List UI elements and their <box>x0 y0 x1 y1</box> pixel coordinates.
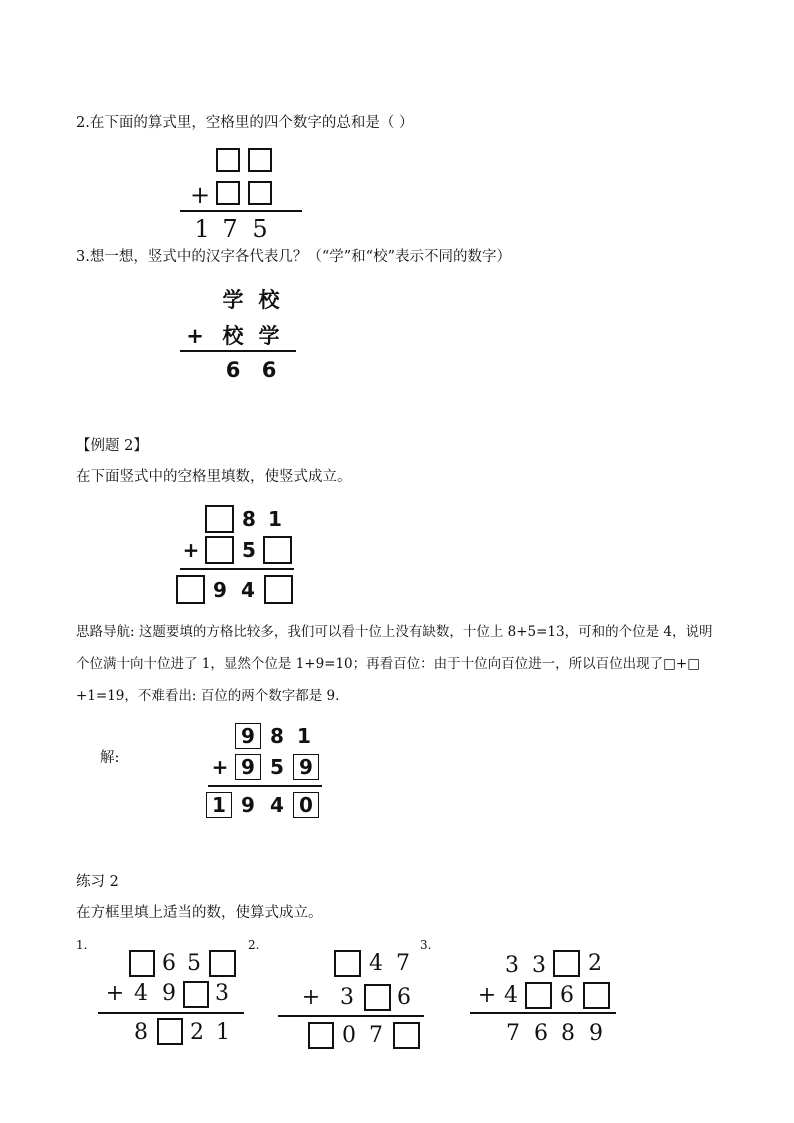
example-2-instruction: 在下面竖式中的空格里填数，使竖式成立。 <box>76 469 352 485</box>
char-xue: 学 <box>222 288 244 312</box>
digit: 1 <box>268 507 282 531</box>
blank-box <box>209 950 236 977</box>
digit: 8 <box>561 1021 575 1046</box>
sum-line <box>278 1015 424 1017</box>
digit: 4 <box>270 793 284 817</box>
digit: 9 <box>299 755 313 779</box>
blank-box <box>205 536 234 564</box>
plus-sign: + <box>477 983 497 1008</box>
digit: 4 <box>241 578 255 602</box>
result-digit: 5 <box>252 215 268 243</box>
digit: 7 <box>369 1023 383 1048</box>
question-3-text: 3.想一想，竖式中的汉字各代表几？（“学”和“校”表示不同的数字） <box>76 249 511 265</box>
solution-label: 解: <box>100 750 120 766</box>
plus-sign: + <box>182 538 200 562</box>
problem-number: 3. <box>420 938 432 952</box>
blank-box <box>205 505 234 533</box>
blank-box <box>334 950 361 977</box>
digit: 4 <box>134 981 148 1006</box>
digit: 6 <box>397 985 411 1010</box>
result-digit: 6 <box>261 358 277 382</box>
digit: 7 <box>396 951 410 976</box>
hint-line: 个位满十向十位进了 1，显然个位是 1+9=10；再看百位：由于十位向百位进一，所以百位出现了□+□ <box>76 656 700 672</box>
digit: 8 <box>242 507 256 531</box>
blank-box <box>157 1018 183 1045</box>
sum-line <box>180 210 302 212</box>
digit: 4 <box>369 951 383 976</box>
digit: 3 <box>340 985 354 1010</box>
digit: 9 <box>213 578 227 602</box>
result-digit: 7 <box>222 215 238 243</box>
digit: 1 <box>297 724 311 748</box>
problem-number: 1. <box>76 938 88 952</box>
blank-box <box>264 575 293 604</box>
blank-box <box>583 982 610 1009</box>
plus-sign: + <box>211 755 229 779</box>
digit: 9 <box>241 724 255 748</box>
blank-box <box>129 950 155 977</box>
question-2-text: 2.在下面的算式里，空格里的四个数字的总和是（ ） <box>76 115 414 131</box>
blank-box <box>393 1022 420 1049</box>
blank-box <box>553 950 580 977</box>
digit: 0 <box>342 1023 356 1048</box>
digit: 6 <box>560 983 574 1008</box>
blank-box <box>176 575 205 604</box>
sum-line <box>470 1012 616 1014</box>
digit: 3 <box>505 953 519 978</box>
plus-sign: + <box>301 985 321 1010</box>
problem-number: 2. <box>248 938 260 952</box>
hint-line: +1=19，不难看出: 百位的两个数字都是 9. <box>76 688 340 704</box>
digit: 4 <box>504 983 518 1008</box>
digit: 7 <box>506 1021 520 1046</box>
digit: 2 <box>588 951 602 976</box>
digit: 9 <box>241 755 255 779</box>
digit: 1 <box>212 793 226 817</box>
practice-2-heading: 练习 2 <box>76 874 119 890</box>
char-xiao: 校 <box>222 324 244 348</box>
digit: 9 <box>162 981 176 1006</box>
digit: 3 <box>532 953 546 978</box>
plus-sign: + <box>189 181 211 209</box>
hint-paragraph <box>76 616 726 712</box>
blank-box <box>183 981 209 1008</box>
hint-line: 思路导航: 这题要填的方格比较多，我们可以看十位上没有缺数，十位上 8+5=13，可和的个位是 4，说明 <box>76 624 713 640</box>
digit: 1 <box>216 1020 230 1045</box>
char-xue: 学 <box>258 324 280 348</box>
sum-line <box>208 785 322 787</box>
digit: 6 <box>162 951 176 976</box>
plus-sign: + <box>186 324 204 348</box>
plus-sign: + <box>105 981 125 1006</box>
blank-box <box>263 536 292 564</box>
example-2-heading: 【例题 2】 <box>76 438 148 454</box>
digit: 5 <box>270 755 284 779</box>
sum-line <box>98 1012 244 1014</box>
digit: 9 <box>589 1021 603 1046</box>
digit: 3 <box>215 981 229 1006</box>
digit: 6 <box>534 1021 548 1046</box>
blank-box <box>248 148 272 172</box>
blank-box <box>248 181 272 205</box>
digit: 0 <box>299 793 313 817</box>
result-digit: 1 <box>194 215 210 243</box>
blank-box <box>364 984 391 1011</box>
char-xiao: 校 <box>258 288 280 312</box>
digit: 5 <box>187 951 201 976</box>
digit: 9 <box>241 793 255 817</box>
blank-box <box>525 982 552 1009</box>
blank-box <box>216 148 240 172</box>
blank-box <box>308 1022 334 1049</box>
result-digit: 6 <box>225 358 241 382</box>
digit: 8 <box>270 724 284 748</box>
practice-2-instruction: 在方框里填上适当的数，使算式成立。 <box>76 905 323 921</box>
digit: 2 <box>190 1020 204 1045</box>
sum-line <box>180 568 294 570</box>
digit: 8 <box>134 1020 148 1045</box>
sum-line <box>180 350 296 352</box>
blank-box <box>216 181 240 205</box>
digit: 5 <box>242 538 256 562</box>
